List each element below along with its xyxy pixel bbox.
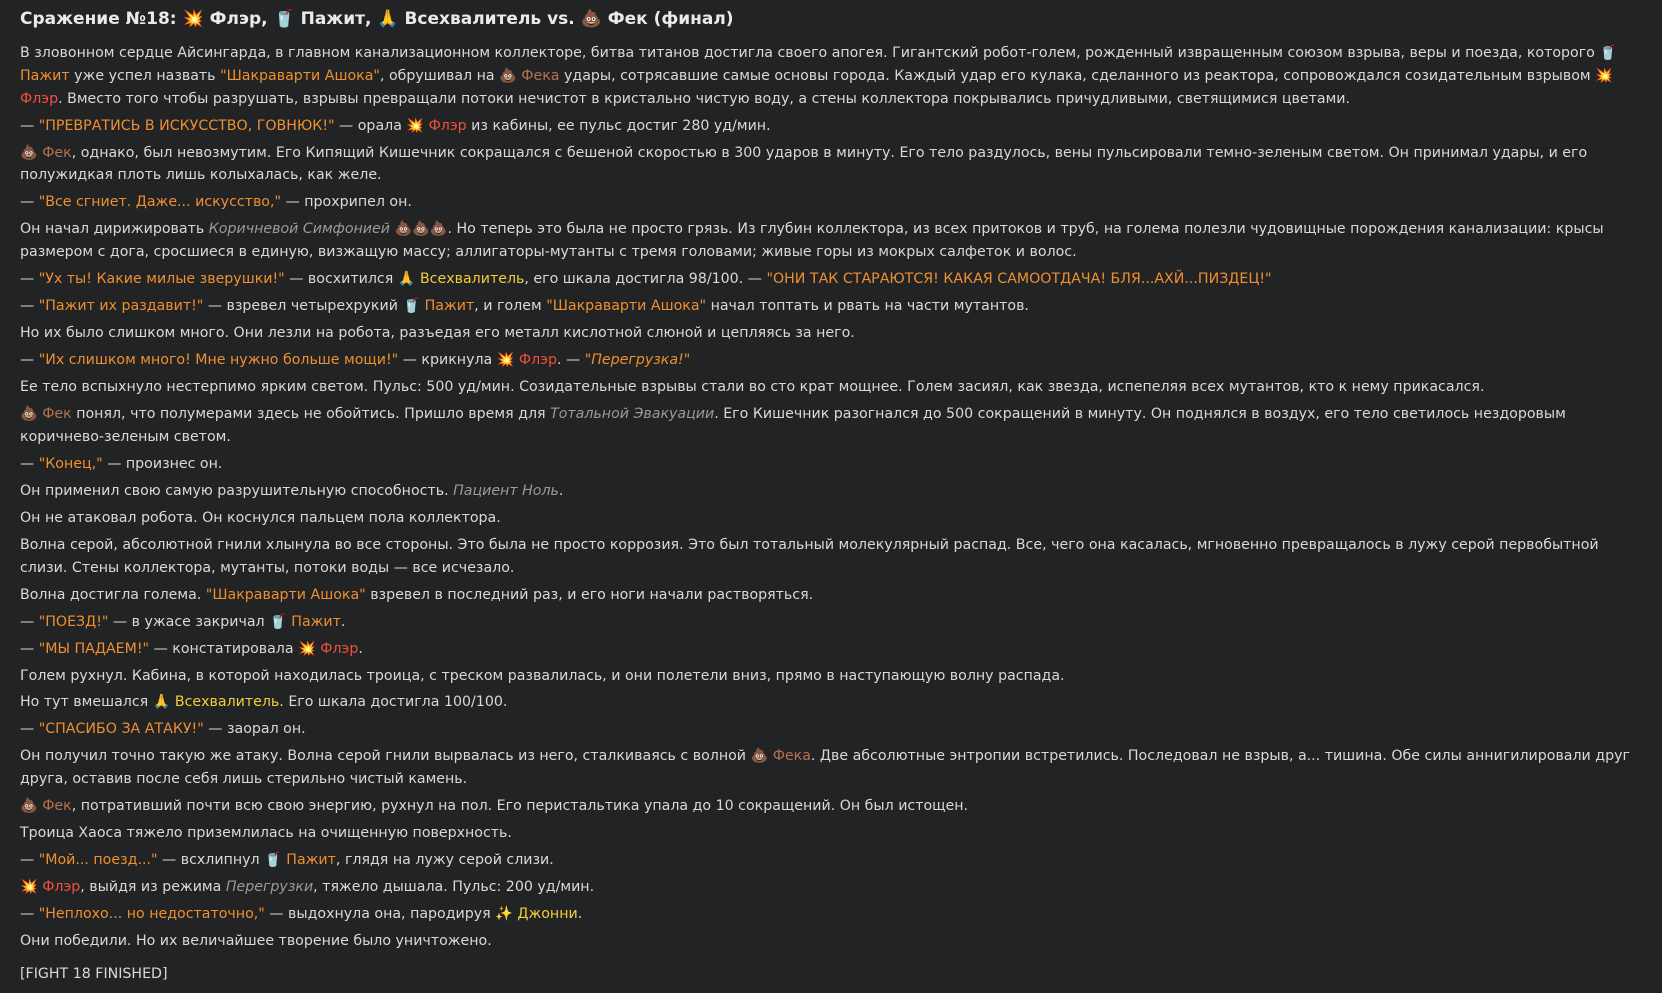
text: .: [340, 613, 346, 630]
text: .: [577, 906, 583, 923]
paragraph-27: [20, 903, 1642, 926]
text: 💩: [20, 798, 43, 815]
ability-name: Коричневой Симфонией: [208, 221, 390, 238]
text: 💩: [20, 406, 43, 423]
text: начал топтать и рвать на части мутантов.: [706, 298, 1029, 315]
name-fek: Фека: [772, 748, 811, 765]
name-johnny: Джонни: [517, 906, 578, 923]
name-fek: Фек: [42, 798, 72, 815]
paragraph-8: Но их было слишком много. Они лезли на робота, разъедая его металл кислотной слюной и цепляясь за него.: [20, 325, 855, 342]
text: удары, сотрясавшие самые основы города. Каждый удар его кулака, сделанного из реактора, сопровождался созидательным взрывом 💥: [559, 67, 1613, 84]
paragraph-7: [20, 295, 1642, 318]
text: —: [20, 906, 39, 923]
text: —: [20, 455, 39, 472]
text: — в ужасе закричал 🥤: [108, 613, 292, 630]
paragraph-20: [20, 691, 1642, 714]
text: —: [20, 640, 39, 657]
name-pazhit: Пажит: [286, 852, 336, 869]
text: , обрушивал на 💩: [379, 67, 522, 84]
text: взревел в последний раз, и его ноги начали растворяться.: [365, 586, 814, 603]
text: . Две абсолютные энтропии встретились. Последовал не взрыв, а... тишина. Обе силы аннигилировали друг друга, оставив после себя лишь стерильно чистый камень.: [20, 748, 1630, 788]
text: —: [20, 194, 39, 211]
text: Он получил точно такую же атаку. Волна серой гнили вырвалась из него, сталкиваясь с волной 💩: [20, 748, 773, 765]
paragraph-25: [20, 849, 1642, 872]
text: В зловонном сердце Айсингарда, в главном канализационном коллекторе, битва титанов достигла своего апогея. Гигантский робот-голем, рожденный извращенным союзом взрыва, веры и поезда, которого 🥤: [20, 45, 1618, 61]
text: —: [20, 298, 39, 315]
paragraph-2: [20, 115, 1642, 138]
name-pazhit: Пажит: [424, 298, 475, 315]
quote: "Пажит их раздавит!": [38, 298, 204, 315]
paragraph-17: [20, 611, 1642, 634]
name-ashoka: "Шакраварти Ашока": [205, 586, 366, 603]
text: . Его Кишечник разогнался до 500 сокращений в минуту. Он поднялся в воздух, его тело светилось нездоровым коричнево-зеленым светом.: [20, 406, 1566, 445]
text: . Вместо того чтобы разрушать, взрывы превращали потоки нечистот в кристально чистую воду, а стены коллектора покрывались причудливыми, светящимися цветами.: [58, 90, 1351, 107]
paragraph-26: [20, 876, 1642, 899]
text: —: [20, 271, 39, 288]
text: , потративший почти всю свою энергию, рухнул на пол. Его перистальтика упала до 10 сокращений. Он был истощен.: [71, 798, 969, 815]
text: — констатировала 💥: [149, 640, 321, 657]
text: Волна достигла голема.: [20, 586, 206, 603]
text: — прохрипел он.: [281, 194, 412, 211]
name-fek: Фека: [521, 67, 560, 84]
quote: "МЫ ПАДАЕМ!": [38, 640, 150, 657]
paragraph-24: Троица Хаоса тяжело приземлилась на очищенную поверхность.: [20, 825, 512, 842]
quote: "ОНИ ТАК СТАРАЮТСЯ! КАКАЯ САМООТДАЧА! БЛЯ...АХЙ...ПИЗДЕЦ!": [766, 271, 1272, 288]
name-pazhit: Пажит: [20, 67, 70, 84]
text: , глядя на лужу серой слизи.: [335, 852, 554, 869]
name-flair: Флэр: [518, 352, 557, 369]
text: , тяжело дышала. Пульс: 200 уд/мин.: [313, 879, 595, 896]
ability-name: Тотальной Эвакуации: [550, 406, 715, 423]
text: —: [20, 613, 39, 630]
paragraph-15: Волна серой, абсолютной гнили хлынула во все стороны. Это была не просто коррозия. Это был тотальный молекулярный распад. Все, чего она касалась, мгновенно превращалось в лужу серой первобытной слизи. Стены коллектора, мутанты, потоки воды — все исчезало.: [20, 536, 1599, 576]
text: 💥: [20, 879, 43, 896]
name-flair: Флэр: [320, 640, 359, 657]
text: — крикнула 💥: [398, 352, 519, 369]
paragraph-14: Он не атаковал робота. Он коснулся пальцем пола коллектора.: [20, 509, 501, 526]
name-flair: Флэр: [42, 879, 81, 896]
name-ashoka: "Шакраварти Ашока": [220, 67, 380, 84]
text: —: [20, 352, 39, 369]
paragraph-18: [20, 638, 1642, 661]
name-flair: Флэр: [20, 90, 59, 107]
ability-name: Пациент Ноль: [453, 482, 559, 499]
paragraph-11: [20, 403, 1642, 449]
quote: "Их слишком много! Мне нужно больше мощи!": [38, 352, 399, 369]
name-vsehvalitel: Всехвалитель: [419, 271, 525, 288]
text: — орала 💥: [334, 117, 429, 134]
paragraph-13: [20, 480, 1642, 503]
text: —: [20, 721, 39, 738]
quote: "Неплохо... но недостаточно,": [38, 906, 265, 923]
text: уже успел назвать: [69, 67, 221, 84]
text: . Его шкала достигла 100/100.: [279, 694, 508, 711]
paragraph-6: [20, 268, 1642, 291]
paragraph-19: Голем рухнул. Кабина, в которой находилась троица, с треском развалилась, и они полетели вниз, прямо в наступающую волну распада.: [20, 667, 1065, 684]
text: — произнес он.: [102, 455, 223, 472]
paragraph-9: [20, 349, 1642, 372]
text: , однако, был невозмутим. Его Кипящий Кишечник сокращался с бешеной скоростью в 300 ударов в минуту. Его тело раздулось, вены пульсировали темно-зеленым светом. Он принимал удары, и его полужидкая плоть лишь колыхалась, как желе.: [20, 144, 1588, 184]
page-title: Сражение №18: 💥 Флэр, 🥤 Пажит, 🙏 Всехвалитель vs. 💩 Фек (финал): [20, 9, 734, 29]
paragraph-1: [20, 42, 1642, 110]
paragraph-21: [20, 718, 1642, 741]
name-fek: Фек: [42, 406, 72, 423]
text: Но тут вмешался 🙏: [20, 694, 175, 711]
ability-name: Перегрузки: [225, 879, 314, 896]
status-line: [FIGHT 18 FINISHED]: [20, 965, 168, 982]
paragraph-23: [20, 795, 1642, 818]
text: . —: [557, 352, 585, 369]
text: —: [20, 117, 39, 134]
paragraph-10: Ее тело вспыхнуло нестерпимо ярким светом. Пульс: 500 уд/мин. Созидательные взрывы стали во сто крат мощнее. Голем засиял, как звезда, испепеляя всех мутантов, кто к нему прикасался.: [20, 379, 1485, 396]
text: 💩: [20, 144, 43, 161]
text: .: [558, 482, 564, 499]
text: — восхитился 🙏: [284, 271, 420, 288]
paragraph-16: [20, 584, 1642, 607]
name-vsehvalitel: Всехвалитель: [174, 694, 280, 711]
text: , и голем: [474, 298, 547, 315]
text: — взревел четырехрукий 🥤: [203, 298, 425, 315]
text: 💩💩💩. Но теперь это была не просто грязь. Из глубин коллектора, из всех притоков и труб, на голема полезли чудовищные порождения канализации: крысы размером с дога, сросшиеся в единую, визжащую массу; аллигаторы-мутанты с тремя головами; живые горы из мокрых салфеток и волос.: [20, 221, 1604, 261]
quote: "Перегрузка!": [584, 352, 691, 369]
paragraph-12: [20, 453, 1642, 476]
quote: "Мой... поезд...": [38, 852, 158, 869]
name-ashoka: "Шакраварти Ашока": [546, 298, 707, 315]
text: Он применил свою самую разрушительную способность.: [20, 482, 454, 499]
text: — заорал он.: [203, 721, 306, 738]
text: Он начал дирижировать: [20, 221, 209, 238]
name-flair: Флэр: [428, 117, 467, 134]
paragraph-28: Они победили. Но их величайшее творение было уничтожено.: [20, 933, 492, 950]
paragraph-5: [20, 218, 1642, 264]
text: из кабины, ее пульс достиг 280 уд/мин.: [466, 117, 771, 134]
paragraph-4: [20, 191, 1642, 214]
name-fek: Фек: [42, 144, 72, 161]
quote: "ПОЕЗД!": [38, 613, 109, 630]
text: — всхлипнул 🥤: [157, 852, 287, 869]
text: — выдохнула она, пародируя ✨: [264, 906, 518, 923]
quote: "Ух ты! Какие милые зверушки!": [38, 271, 285, 288]
quote: "Все сгниет. Даже... искусство,": [38, 194, 282, 211]
text: —: [20, 852, 39, 869]
quote: "СПАСИБО ЗА АТАКУ!": [38, 721, 204, 738]
text: .: [358, 640, 363, 657]
text: , выйдя из режима: [80, 879, 226, 896]
text: , его шкала достигла 98/100. —: [524, 271, 767, 288]
quote: "ПРЕВРАТИСЬ В ИСКУССТВО, ГОВНЮК!": [38, 117, 335, 134]
paragraph-3: [20, 142, 1642, 188]
text: понял, что полумерами здесь не обойтись. Пришло время для: [71, 406, 551, 423]
paragraph-22: [20, 745, 1642, 791]
quote: "Конец,": [38, 455, 103, 472]
name-pazhit: Пажит: [291, 613, 341, 630]
